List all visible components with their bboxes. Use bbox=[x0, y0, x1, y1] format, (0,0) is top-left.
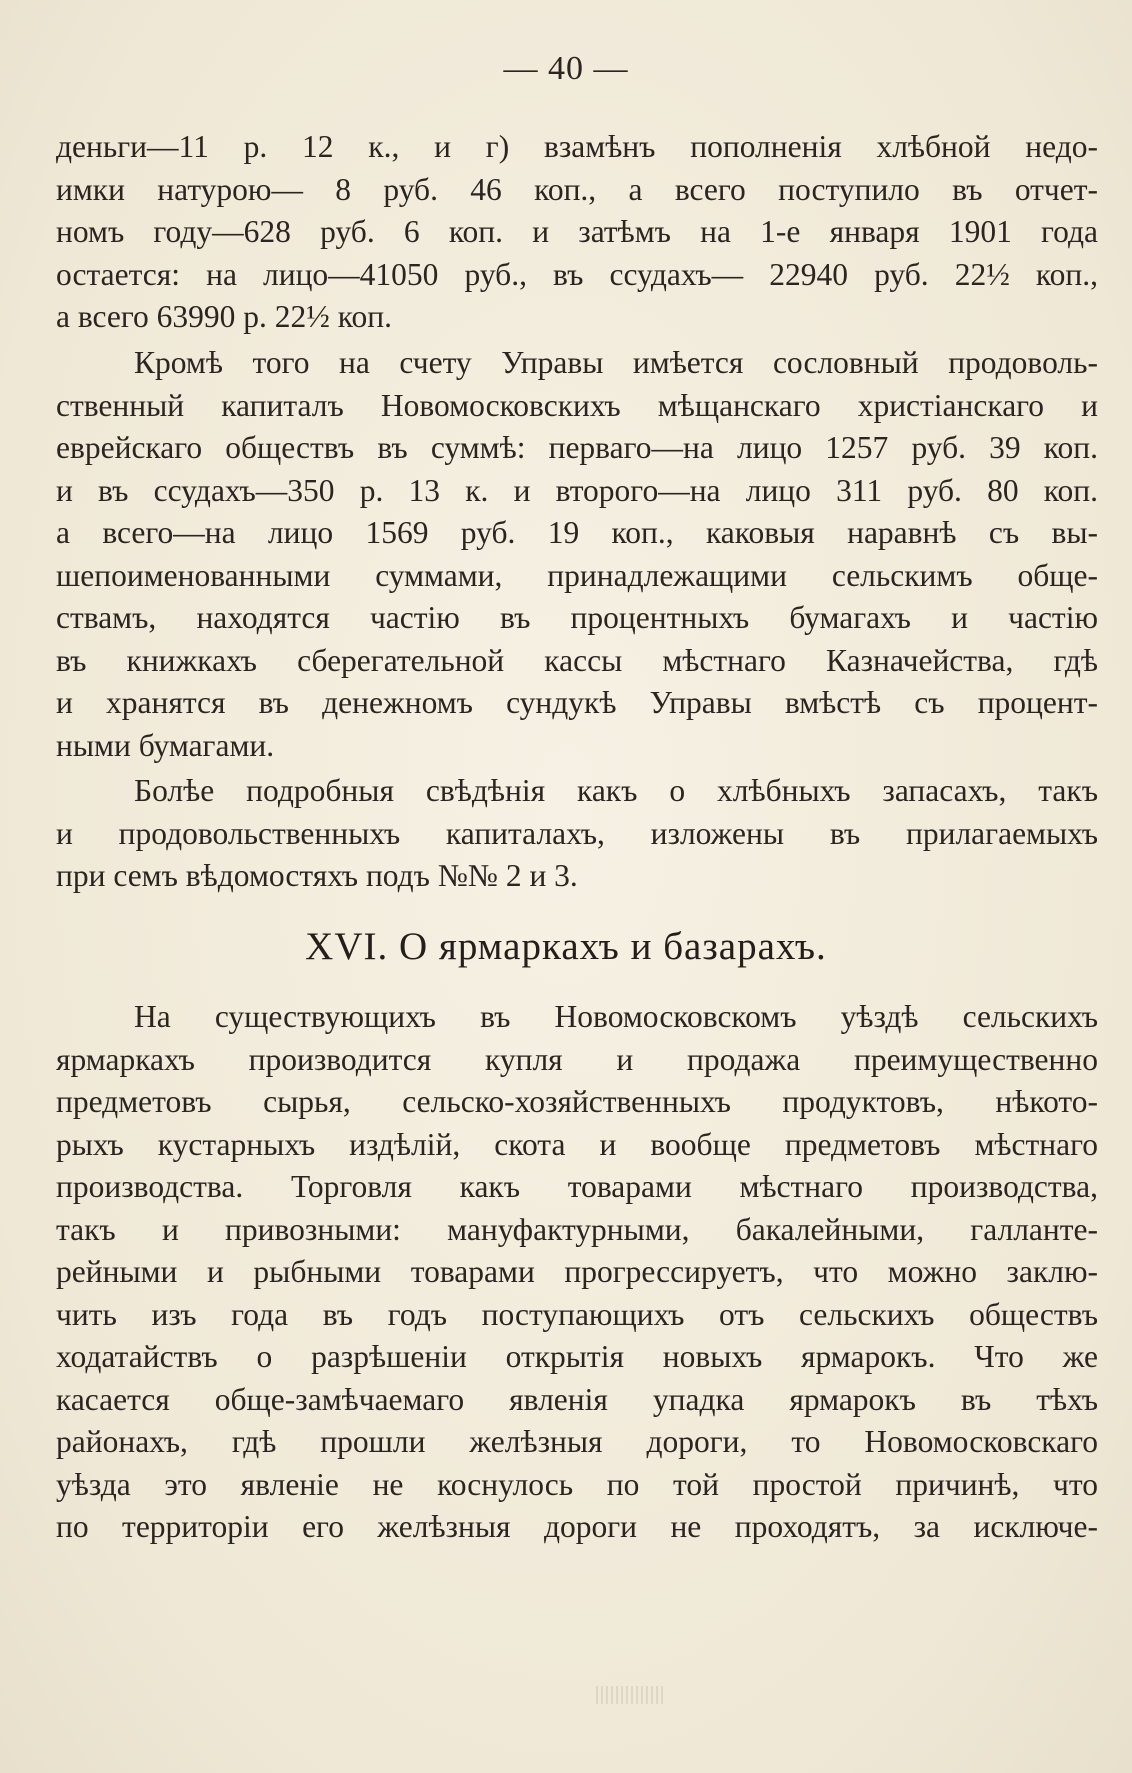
text-line: деньги—11 р. 12 к., и г) взамѣнъ пополненія хлѣбной недо- bbox=[56, 129, 1098, 164]
text-line: Кромѣ того на счету Управы имѣется сословный продоволь- bbox=[134, 345, 1098, 380]
text-line: остается: на лицо—41050 руб., въ ссудахъ— 22940 руб. 22½ коп., bbox=[56, 256, 1098, 292]
text-line: касается обще-замѣчаемаго явленія упадка ярмарокъ въ тѣхъ bbox=[56, 1381, 1098, 1417]
paragraph-1 bbox=[56, 126, 1098, 339]
text-line: такъ и привозными: мануфактурными, бакалейными, галланте- bbox=[56, 1211, 1098, 1247]
text-line: производства. Торговля какъ товарами мѣстнаго производства, bbox=[56, 1169, 1098, 1204]
paragraph-4 bbox=[56, 996, 1098, 1549]
text-line: номъ году—628 руб. 6 коп. и затѣмъ на 1-е января 1901 года bbox=[56, 214, 1098, 249]
text-line: и хранятся въ денежномъ сундукѣ Управы вмѣстѣ съ процент- bbox=[56, 685, 1098, 720]
text-line: ными бумагами. bbox=[56, 727, 275, 763]
paragraph-2 bbox=[56, 342, 1098, 767]
text-line: имки натурою— 8 руб. 46 коп., а всего поступило въ отчет- bbox=[56, 171, 1098, 207]
text-line: ственный капиталъ Новомосковскихъ мѣщанскаго христіанскаго и bbox=[56, 387, 1098, 423]
text-line: Болѣе подробныя свѣдѣнія какъ о хлѣбныхъ запасахъ, такъ bbox=[134, 773, 1098, 808]
text-line: въ книжкахъ сберегательной кассы мѣстнаго Казначейства, гдѣ bbox=[56, 642, 1098, 678]
text-line: предметовъ сырья, сельско-хозяйственныхъ продуктовъ, нѣкото- bbox=[56, 1084, 1098, 1119]
text-line: при семъ вѣдомостяхъ подъ №№ 2 и 3. bbox=[56, 858, 578, 893]
text-line: еврейскаго обществъ въ суммѣ: перваго—на лицо 1257 руб. 39 коп. bbox=[56, 430, 1098, 465]
text-line: а всего—на лицо 1569 руб. 19 коп., каковыя наравнѣ съ вы- bbox=[56, 515, 1098, 550]
text-line: рыхъ кустарныхъ издѣлій, скота и вообще предметовъ мѣстнаго bbox=[56, 1126, 1098, 1162]
text-line: и продовольственныхъ капиталахъ, изложены въ прилагаемыхъ bbox=[56, 815, 1098, 851]
text-line: На существующихъ въ Новомосковскомъ уѣздѣ сельскихъ bbox=[134, 999, 1098, 1034]
text-line: рейными и рыбными товарами прогрессируетъ, что можно заклю- bbox=[56, 1254, 1098, 1289]
text-line: ярмаркахъ производится купля и продажа преимущественно bbox=[56, 1041, 1098, 1077]
text-line: уѣзда это явленіе не коснулось по той простой причинѣ, что bbox=[56, 1466, 1098, 1502]
text-line: ствамъ, находятся частію въ процентныхъ бумагахъ и частію bbox=[56, 600, 1098, 635]
text-line: шепоименованными суммами, принадлежащими сельскимъ обще- bbox=[56, 557, 1098, 593]
text-line: и въ ссудахъ—350 р. 13 к. и второго—на лицо 311 руб. 80 коп. bbox=[56, 472, 1098, 508]
library-stamp-mark bbox=[596, 1686, 666, 1704]
text-line: районахъ, гдѣ прошли желѣзныя дороги, то Новомосковскаго bbox=[56, 1424, 1098, 1459]
text-line: по территоріи его желѣзныя дороги не проходятъ, за исключе- bbox=[56, 1509, 1098, 1544]
text-line: чить изъ года въ годъ поступающихъ отъ сельскихъ обществъ bbox=[56, 1296, 1098, 1332]
section-heading: XVI. О ярмаркахъ и базарахъ. bbox=[305, 925, 827, 968]
paragraph-3 bbox=[56, 770, 1098, 898]
text-line: ходатайствъ о разрѣшеніи открытія новыхъ ярмарокъ. Что же bbox=[56, 1339, 1098, 1374]
text-line: а всего 63990 р. 22½ коп. bbox=[56, 299, 392, 334]
page-number: — 40 — bbox=[503, 50, 629, 87]
